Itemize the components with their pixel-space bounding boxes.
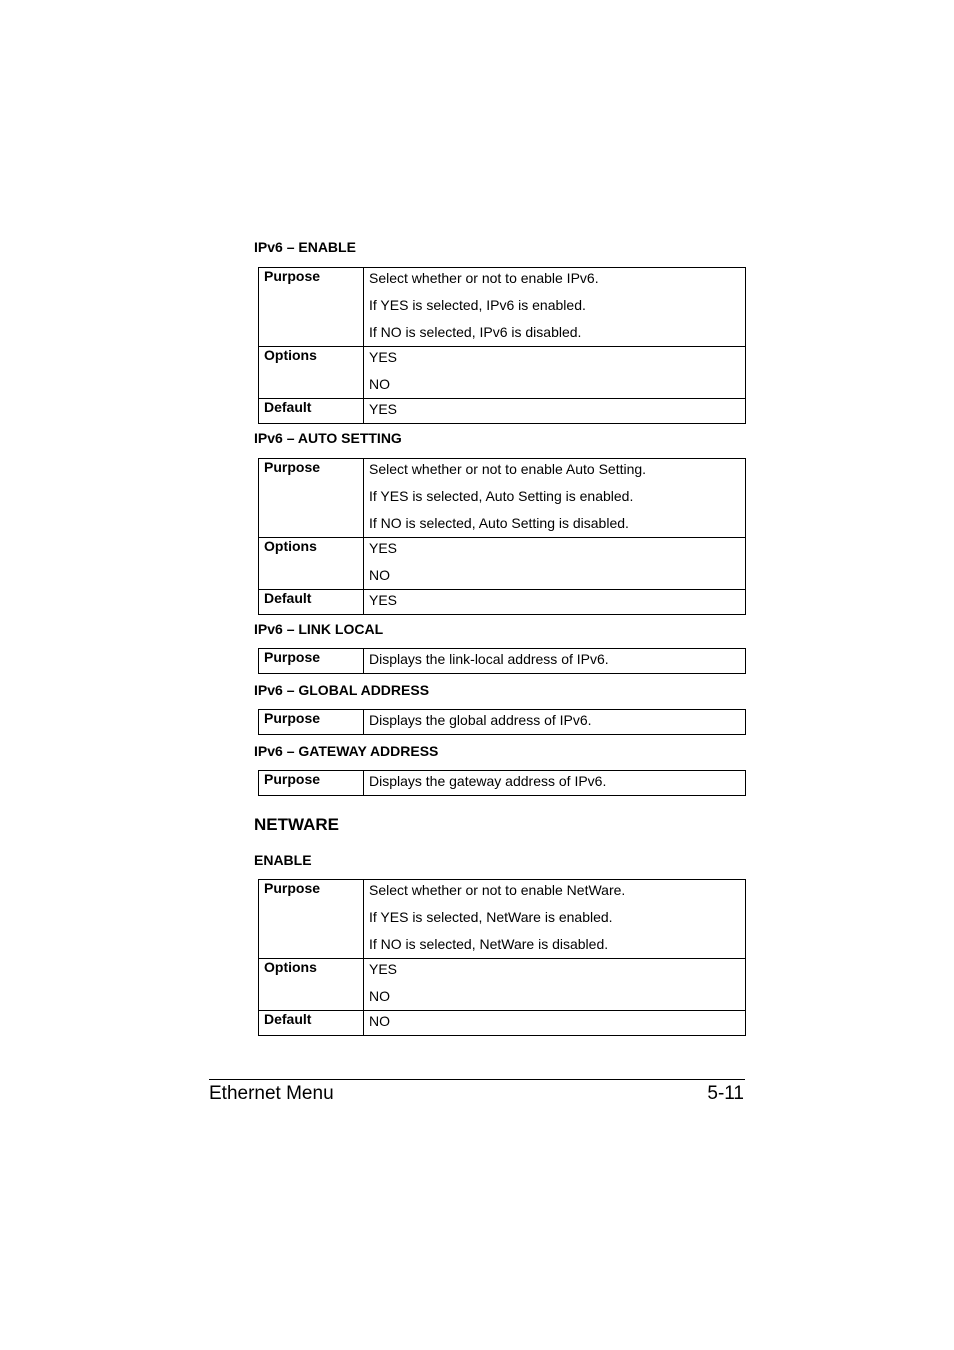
footer-divider xyxy=(209,1079,745,1080)
ipv6-auto-setting-table xyxy=(258,458,746,615)
value-line: YES xyxy=(369,961,398,977)
row-key: Default xyxy=(259,590,364,615)
value-line: If YES is selected, NetWare is enabled. xyxy=(369,909,613,925)
ipv6-enable-table xyxy=(258,267,746,424)
row-value xyxy=(364,538,746,590)
value-line: NO xyxy=(369,988,390,1004)
table-row xyxy=(259,538,746,590)
row-value xyxy=(364,268,746,347)
value-line: If YES is selected, Auto Setting is enabled. xyxy=(369,488,634,504)
section-heading-ipv6-link-local: IPv6 – LINK LOCAL xyxy=(254,621,384,637)
value-line: Displays the global address of IPv6. xyxy=(369,712,592,728)
netware-title: NETWARE xyxy=(254,815,339,834)
table-row xyxy=(259,590,746,615)
row-key: Purpose xyxy=(259,459,364,538)
value-line: NO xyxy=(369,567,390,583)
value-line: NO xyxy=(369,376,390,392)
ipv6-link-local-table xyxy=(258,648,746,674)
ipv6-global-address-table xyxy=(258,709,746,735)
row-value xyxy=(364,959,746,1011)
row-value xyxy=(364,710,746,735)
value-line: YES xyxy=(369,349,398,365)
section-heading-ipv6-global-address: IPv6 – GLOBAL ADDRESS xyxy=(254,682,430,698)
row-key: Purpose xyxy=(259,649,364,674)
row-key: Options xyxy=(259,959,364,1011)
row-value xyxy=(364,347,746,399)
value-line: Displays the gateway address of IPv6. xyxy=(369,773,607,789)
row-key: Options xyxy=(259,347,364,399)
table-row xyxy=(259,649,746,674)
value-line: Select whether or not to enable Auto Setting. xyxy=(369,461,647,477)
ipv6-gateway-address-table xyxy=(258,770,746,796)
row-key: Purpose xyxy=(259,268,364,347)
value-line: If NO is selected, NetWare is disabled. xyxy=(369,936,609,952)
row-key: Purpose xyxy=(259,710,364,735)
table-row xyxy=(259,880,746,959)
section-heading-ipv6-gateway-address: IPv6 – GATEWAY ADDRESS xyxy=(254,743,439,759)
footer-chapter-title: Ethernet Menu xyxy=(209,1083,334,1104)
value-line: Select whether or not to enable NetWare. xyxy=(369,882,626,898)
section-heading-ipv6-auto-setting: IPv6 – AUTO SETTING xyxy=(254,430,402,446)
section-heading-ipv6-enable: IPv6 – ENABLE xyxy=(254,239,356,255)
value-line: If NO is selected, IPv6 is disabled. xyxy=(369,324,582,340)
row-key: Default xyxy=(259,1011,364,1036)
row-value xyxy=(364,459,746,538)
footer-page-number: 5-11 xyxy=(707,1083,744,1104)
row-value xyxy=(364,771,746,796)
row-value xyxy=(364,399,746,424)
row-value xyxy=(364,649,746,674)
value-line: If NO is selected, Auto Setting is disabled. xyxy=(369,515,629,531)
section-heading-netware-enable: ENABLE xyxy=(254,852,312,868)
row-value xyxy=(364,880,746,959)
table-row xyxy=(259,1011,746,1036)
table-row xyxy=(259,771,746,796)
table-row xyxy=(259,710,746,735)
row-value xyxy=(364,1011,746,1036)
row-key: Default xyxy=(259,399,364,424)
table-row xyxy=(259,959,746,1011)
value-line: NO xyxy=(369,1013,390,1029)
row-key: Options xyxy=(259,538,364,590)
value-line: YES xyxy=(369,592,398,608)
table-row xyxy=(259,459,746,538)
table-row xyxy=(259,399,746,424)
table-row xyxy=(259,268,746,347)
value-line: Displays the link-local address of IPv6. xyxy=(369,651,609,667)
row-key: Purpose xyxy=(259,880,364,959)
netware-enable-table xyxy=(258,879,746,1036)
value-line: YES xyxy=(369,401,398,417)
row-value xyxy=(364,590,746,615)
table-row xyxy=(259,347,746,399)
value-line: YES xyxy=(369,540,398,556)
value-line: Select whether or not to enable IPv6. xyxy=(369,270,599,286)
row-key: Purpose xyxy=(259,771,364,796)
value-line: If YES is selected, IPv6 is enabled. xyxy=(369,297,586,313)
